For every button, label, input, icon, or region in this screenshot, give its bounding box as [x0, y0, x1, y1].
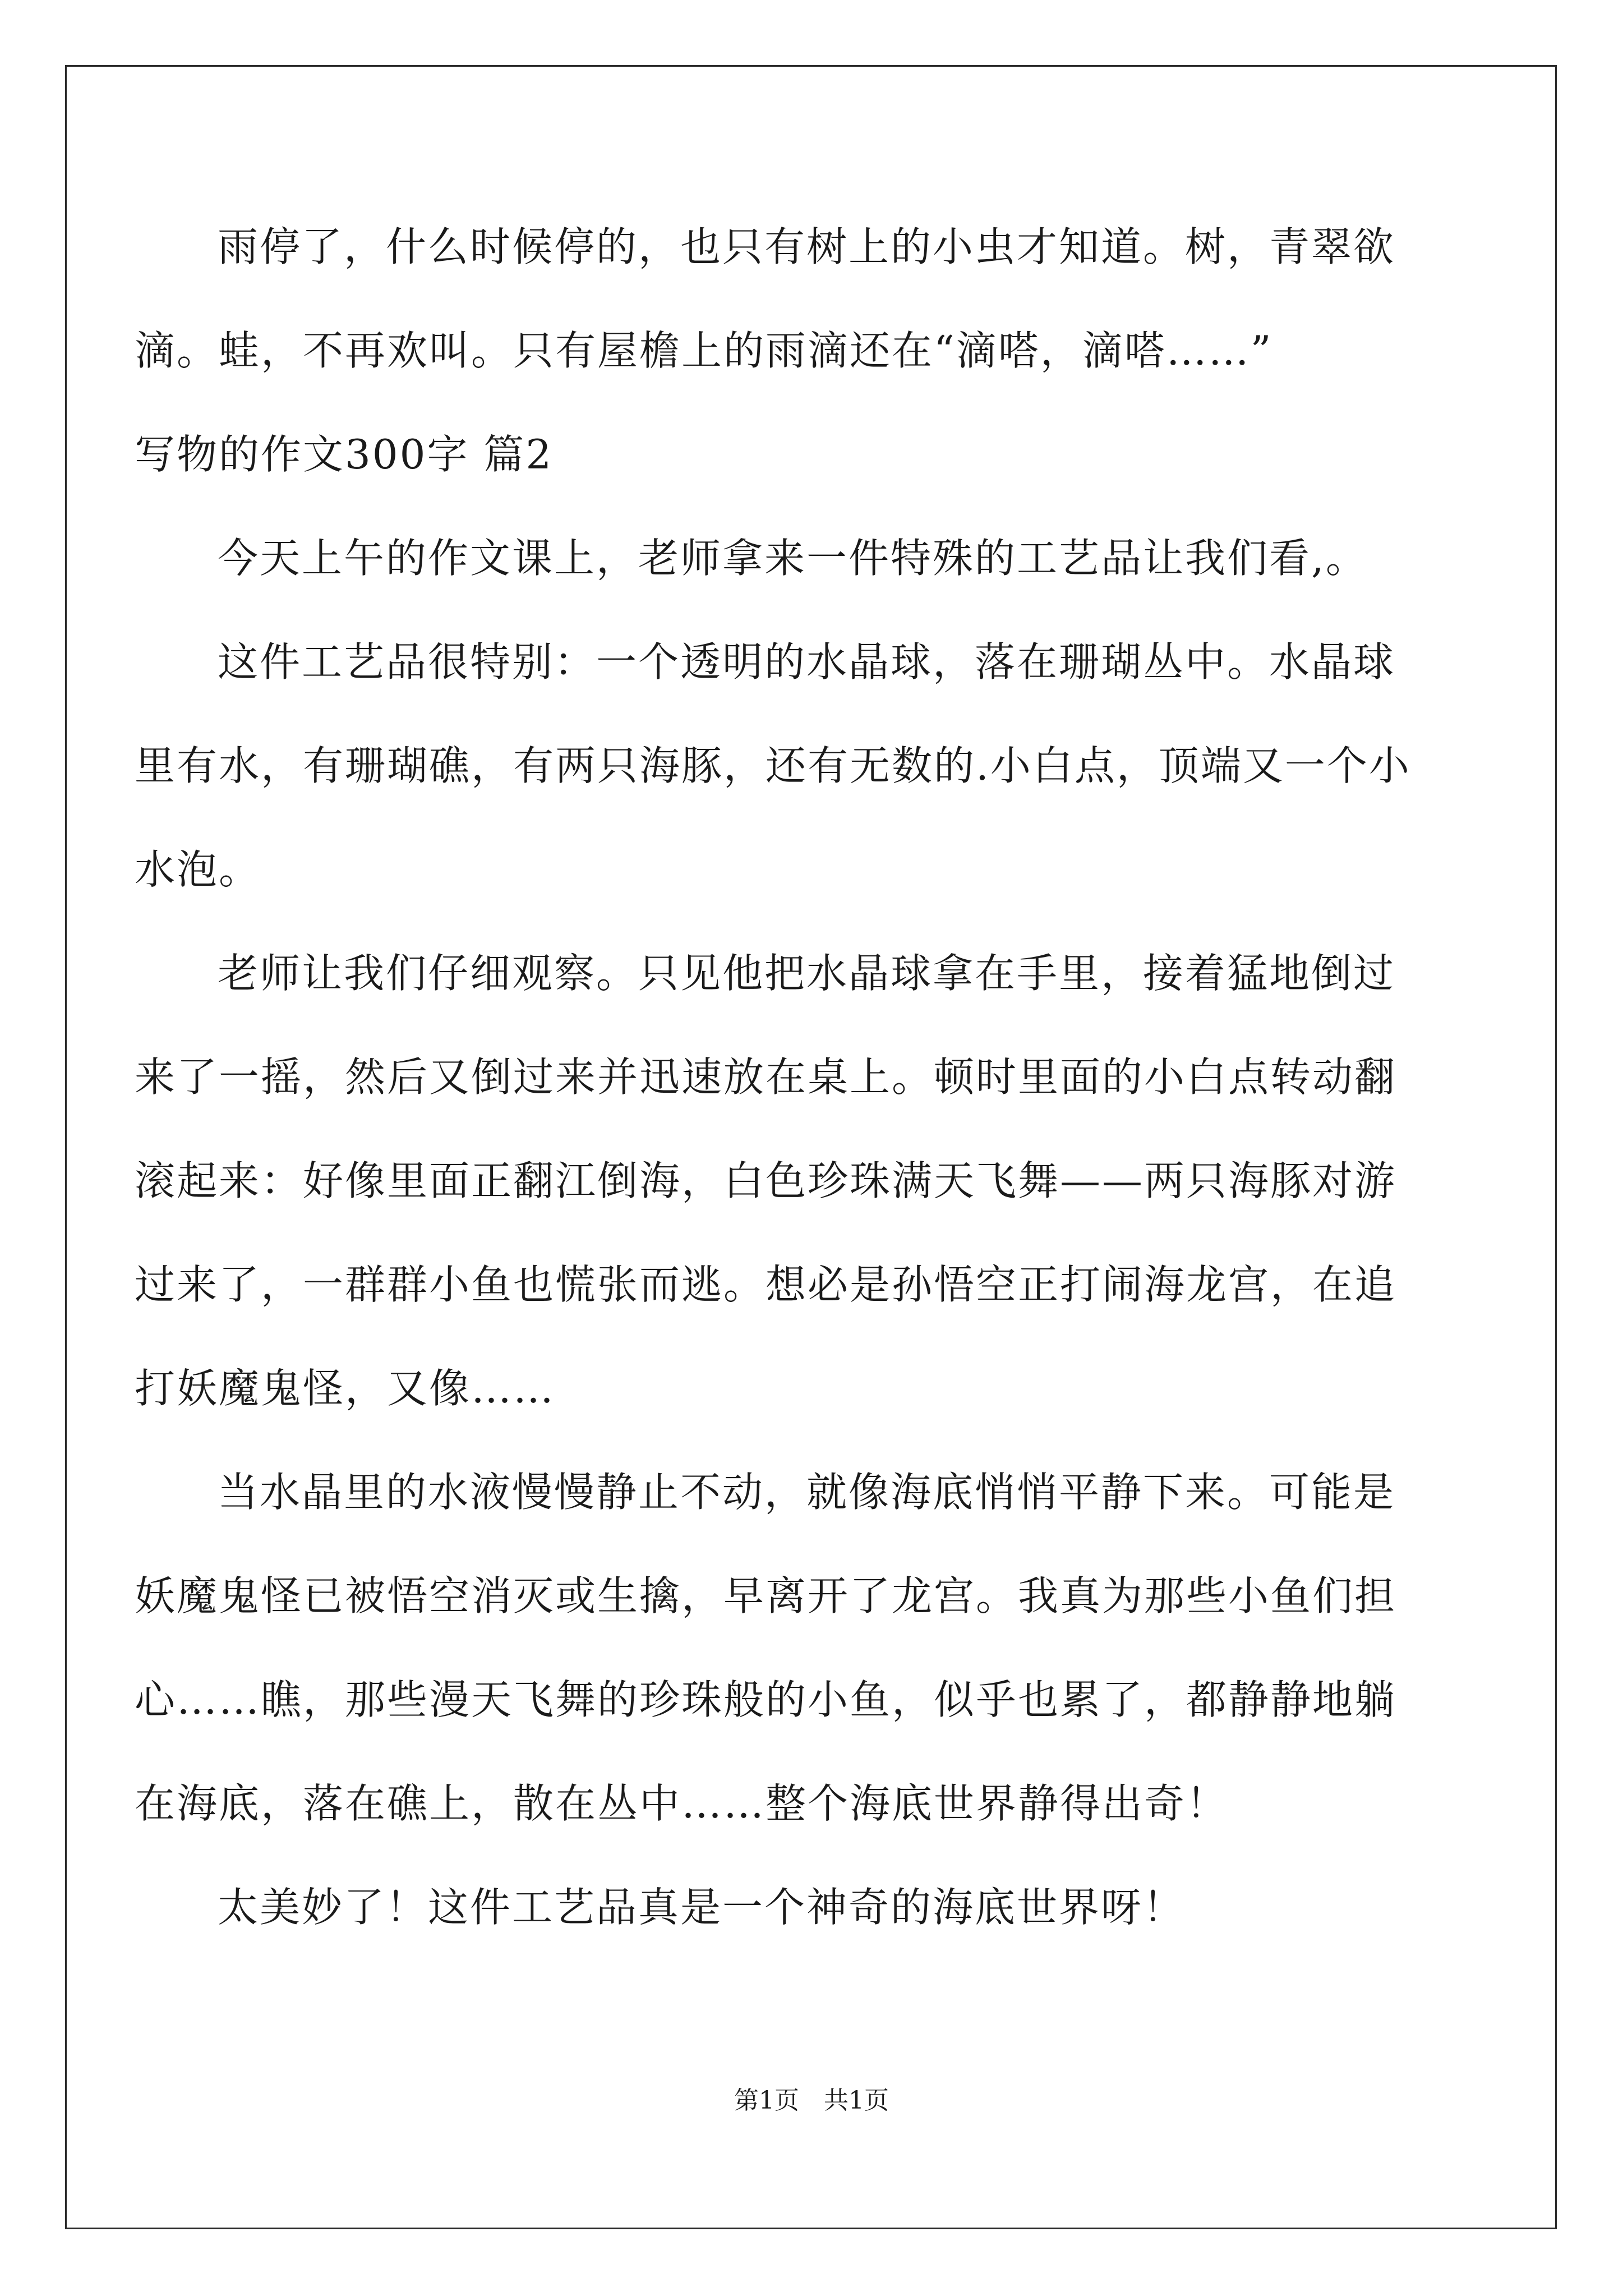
paragraph-1-line-2: 滴。蛙，不再欢叫。只有屋檐上的雨滴还在“滴嗒，滴嗒……” [135, 327, 1273, 374]
paragraph-1-line-1: 雨停了，什么时候停的，也只有树上的小虫才知道。树，青翠欲 [218, 223, 1396, 270]
paragraph-5-line-4: 在海底，落在礁上，散在丛中……整个海底世界静得出奇！ [135, 1780, 1229, 1827]
section-heading: 写物的作文300字 篇2 [135, 431, 554, 478]
page-footer: 第1页 共1页 [734, 2086, 889, 2115]
paragraph-4-line-1: 老师让我们仔细观察。只见他把水晶球拿在手里，接着猛地倒过 [218, 950, 1396, 997]
paragraph-3-line-1: 这件工艺品很特别：一个透明的水晶球，落在珊瑚丛中。水晶球 [218, 638, 1396, 685]
paragraph-4-line-4: 过来了，一群群小鱼也慌张而逃。想必是孙悟空正打闹海龙宫，在追 [135, 1261, 1397, 1308]
paragraph-5-line-1: 当水晶里的水液慢慢静止不动，就像海底悄悄平静下来。可能是 [218, 1469, 1396, 1516]
paragraph-4-line-3: 滚起来：好像里面正翻江倒海，白色珍珠满天飞舞——两只海豚对游 [135, 1157, 1397, 1204]
paragraph-4-line-2: 来了一摇，然后又倒过来并迅速放在桌上。顿时里面的小白点转动翻 [135, 1053, 1397, 1101]
paragraph-3-line-3: 水泡。 [135, 846, 261, 893]
paragraph-5-line-3: 心……瞧，那些漫天飞舞的珍珠般的小鱼，似乎也累了，都静静地躺 [135, 1676, 1397, 1723]
paragraph-3-line-2: 里有水，有珊瑚礁，有两只海豚，还有无数的.小白点，顶端又一个小 [135, 742, 1411, 789]
paragraph-6-line-1: 太美妙了！这件工艺品真是一个神奇的海底世界呀！ [218, 1884, 1186, 1931]
paragraph-5-line-2: 妖魔鬼怪已被悟空消灭或生擒，早离开了龙宫。我真为那些小鱼们担 [135, 1572, 1397, 1619]
paragraph-4-line-5: 打妖魔鬼怪，又像…… [135, 1365, 556, 1412]
paragraph-2-line-1: 今天上午的作文课上，老师拿来一件特殊的工艺品让我们看,。 [218, 535, 1368, 582]
